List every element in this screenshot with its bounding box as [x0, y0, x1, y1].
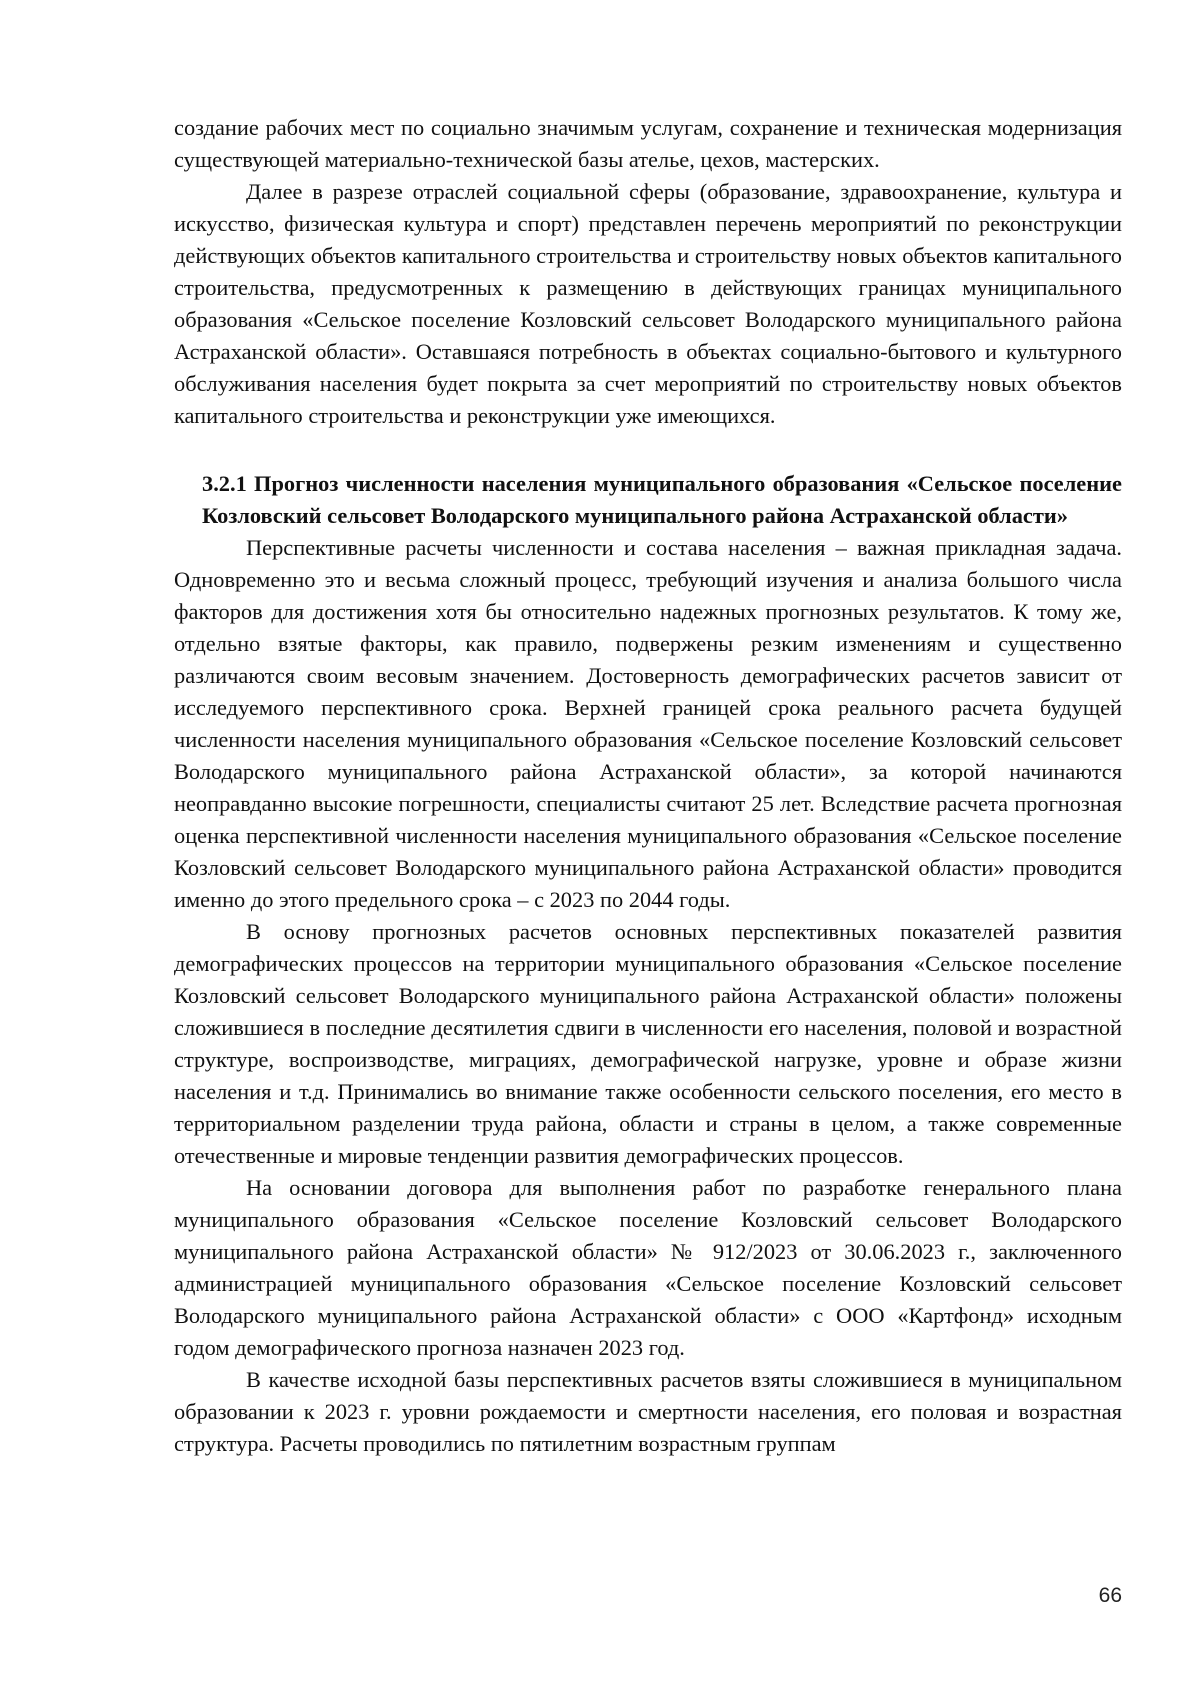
- document-page: [174, 112, 1122, 1460]
- paragraph-continuation: создание рабочих мест по социально значимым услугам, сохранение и техническая модернизация существующей материально-технической базы ателье, цехов, мастерских.: [174, 115, 1122, 172]
- paragraph-contract: На основании договора для выполнения работ по разработке генерального плана муниципального образования «Сельское поселение Козловский сельсовет Володарского муниципального района Астраханской области» № 912/2023 от 30.06.2023 г., заключенного администрацией муниципального образования «Сельское поселение Козловский сельсовет Володарского муниципального района Астраханской области» с ООО «Картфонд» исходным годом демографического прогноза назначен 2023 год.: [174, 1175, 1122, 1360]
- paragraph-forecast-intro: Перспективные расчеты численности и состава населения – важная прикладная задача. Одновременно это и весьма сложный процесс, требующий изучения и анализа большого числа факторов для достижения хотя бы относительно надежных прогнозных результатов. К тому же, отдельно взятые факторы, как правило, подвержены резким изменениям и существенно различаются своим весовым значением. Достоверность демографических расчетов зависит от исследуемого перспективного срока. Верхней границей срока реального расчета будущей численности населения муниципального образования «Сельское поселение Козловский сельсовет Володарского муниципального района Астраханской области», за которой начинаются неоправданно высокие погрешности, специалисты считают 25 лет. Вследствие расчета прогнозная оценка перспективной численности населения муниципального образования «Сельское поселение Козловский сельсовет Володарского муниципального района Астраханской области» проводится именно до этого предельного срока – с 2023 по 2044 годы.: [174, 535, 1122, 912]
- paragraph-social-sphere: Далее в разрезе отраслей социальной сферы (образование, здравоохранение, культура и искусство, физическая культура и спорт) представлен перечень мероприятий по реконструкции действующих объектов капитального строительства и строительству новых объектов капитального строительства, предусмотренных к размещению в действующих границах муниципального образования «Сельское поселение Козловский сельсовет Володарского муниципального района Астраханской области». Оставшаяся потребность в объектах социально-бытового и культурного обслуживания населения будет покрыта за счет мероприятий по строительству новых объектов капитального строительства и реконструкции уже имеющихся.: [174, 179, 1122, 428]
- page-number: 66: [1098, 1584, 1122, 1607]
- section-heading: 3.2.1 Прогноз численности населения муниципального образования «Сельское поселение Козловский сельсовет Володарского муниципального района Астраханской области»: [202, 471, 1122, 528]
- paragraph-initial-base: В качестве исходной базы перспективных расчетов взяты сложившиеся в муниципальном образовании к 2023 г. уровни рождаемости и смертности населения, его половая и возрастная структура. Расчеты проводились по пятилетним возрастным группам: [174, 1367, 1122, 1456]
- paragraph-forecast-basis: В основу прогнозных расчетов основных перспективных показателей развития демографических процессов на территории муниципального образования «Сельское поселение Козловский сельсовет Володарского муниципального района Астраханской области» положены сложившиеся в последние десятилетия сдвиги в численности его населения, половой и возрастной структуре, воспроизводстве, миграциях, демографической нагрузке, уровне и образе жизни населения и т.д. Принимались во внимание также особенности сельского поселения, его место в территориальном разделении труда района, области и страны в целом, а также современные отечественные и мировые тенденции развития демографических процессов.: [174, 919, 1122, 1168]
